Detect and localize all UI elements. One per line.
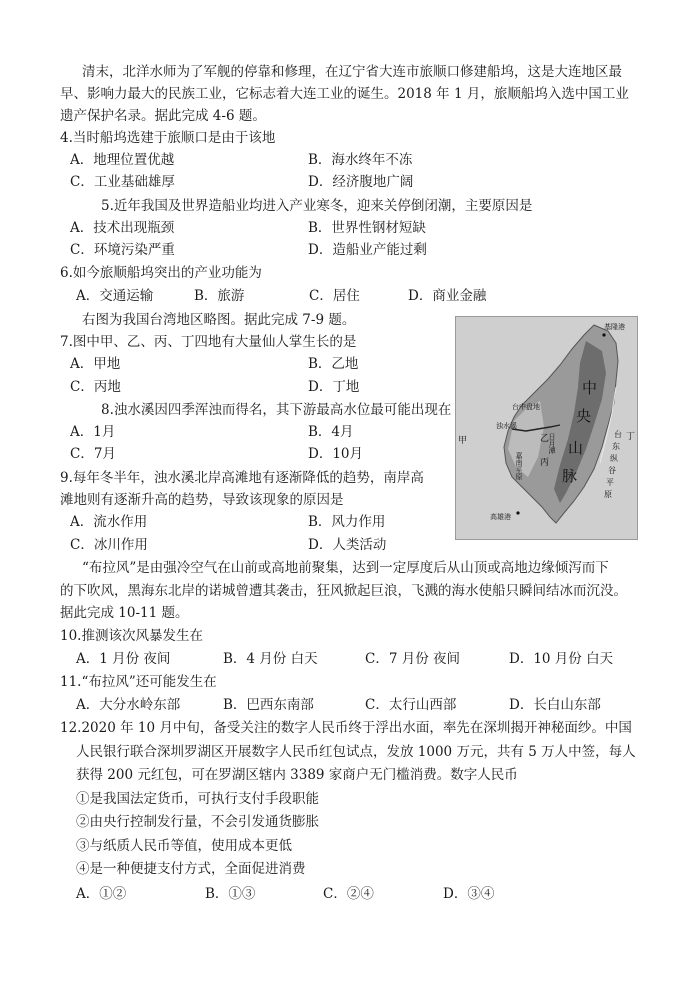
central-mountain-char-4: 脉 [562, 467, 578, 485]
taiwan-map-figure [455, 316, 638, 540]
site-bing-label: 丙 [540, 458, 550, 468]
question-11-option-a: A．大分水岭东部 [76, 697, 181, 713]
question-10-option-b: B．4 月份 白天 [223, 651, 318, 667]
sun-moon-lake-label: 日月潭 [548, 433, 556, 454]
question-7-option-a: A．甲地 [70, 356, 121, 372]
taichung-basin-label: 台中盘地 [512, 403, 540, 411]
question-4-stem: 4.当时船坞选建于旅顺口是由于该地 [60, 130, 276, 146]
question-10-option-c: C．7 月份 夜间 [365, 651, 461, 667]
question-8-option-c: C．7月 [70, 446, 116, 462]
question-9-option-b: B．风力作用 [308, 514, 386, 530]
question-5-option-c: C．环境污染严重 [70, 242, 175, 258]
question-12-option-d: D．③④ [443, 886, 495, 902]
question-7-option-c: C．丙地 [70, 379, 121, 395]
chianan-plain-label: 嘉南平原 [515, 452, 523, 480]
site-ding-label: 丁 [626, 432, 636, 442]
coastal-valley-char-5: 平 [606, 478, 614, 487]
central-mountain-char-2: 央 [576, 407, 592, 425]
kaohsiung-port-dot [516, 511, 519, 514]
question-4-option-a: A．地理位置优越 [70, 152, 175, 168]
question-4-option-b: B．海水终年不冻 [308, 152, 413, 168]
keelung-port-dot [602, 333, 605, 336]
question-11-stem: 11.“布拉风”还可能发生在 [60, 674, 217, 690]
question-12-item-4: ④是一种便捷支付方式，全面促进消费 [76, 861, 306, 877]
question-6-option-a: A．交通运输 [76, 288, 154, 304]
central-mountain-char-1: 中 [582, 379, 598, 397]
question-8-stem: 8.浊水溪因四季浑浊而得名，其下游最高水位最可能出现在 [101, 402, 452, 418]
question-6-stem: 6.如今旅顺船坞突出的产业功能为 [60, 265, 262, 281]
question-4-option-c: C．工业基础雄厚 [70, 174, 175, 190]
passage-1-line-1: 清末，北洋水师为了军舰的停靠和修理，在辽宁省大连市旅顺口修建船坞，这是大连地区最 [82, 64, 622, 80]
question-12-stem-line-3: 获得 200 元红包，可在罗湖区辖内 3389 家商户无门槛消费。数字人民币 [76, 767, 518, 783]
question-7-stem: 7.图中甲、乙、丙、丁四地有大量仙人掌生长的是 [60, 334, 357, 350]
question-10-option-d: D．10 月份 白天 [509, 651, 614, 667]
question-8-option-b: B．4月 [308, 424, 354, 440]
question-12-option-c: C．②④ [323, 886, 374, 902]
kaohsiung-port-label: 高雄港 [490, 513, 511, 521]
site-jia-label: 甲 [458, 436, 468, 446]
question-9-stem-line-2: 滩地则有逐渐升高的趋势，导致该现象的原因是 [60, 492, 344, 508]
passage-2-line-2: 的下吹风，黑海东北岸的诺城曾遭其袭击，狂风掀起巨浪，飞溅的海水使船只瞬间结冰而沉没。 [60, 583, 627, 599]
coastal-valley-char-4: 谷 [608, 466, 616, 475]
question-9-option-d: D．人类活动 [308, 537, 387, 553]
coastal-valley-char-3: 纵 [610, 454, 618, 463]
passage-1-line-2: 早、影响力最大的民族工业，它标志着大连工业的诞生。2018 年 1 月，旅顺船坞入选中国工业 [60, 86, 629, 102]
coastal-valley-char-2: 东 [612, 442, 620, 451]
site-yi-label: 乙 [540, 434, 550, 444]
keelung-port-label: 基隆港 [604, 323, 625, 331]
taiwan-map-svg [456, 317, 637, 539]
question-6-option-c: C．居住 [309, 288, 360, 304]
question-10-option-a: A．1 月份 夜间 [76, 651, 171, 667]
map-intro: 右图为我国台湾地区略图。据此完成 7-9 题。 [82, 312, 356, 328]
question-4-option-d: D．经济腹地广阔 [308, 174, 414, 190]
question-9-option-c: C．冰川作用 [70, 537, 148, 553]
coastal-valley-char-6: 原 [604, 490, 612, 499]
central-mountain-char-3: 山 [568, 439, 584, 457]
question-5-stem: 5.近年我国及世界造船业均进入产业寒冬，迎来关停倒闭潮，主要原因是 [101, 198, 533, 214]
question-12-option-b: B．①③ [205, 886, 256, 902]
question-5-option-d: D．造船业产能过剩 [308, 242, 427, 258]
question-9-option-a: A．流水作用 [70, 514, 148, 530]
passage-2-line-1: “布拉风”是由强冷空气在山前或高地前聚集，达到一定厚度后从山顶或高地边缘倾泻而下 [82, 560, 609, 576]
question-5-option-a: A．技术出现瓶颈 [70, 220, 175, 236]
question-8-option-d: D．10月 [308, 446, 364, 462]
question-12-item-3: ③与纸质人民币等值，使用成本更低 [76, 838, 292, 854]
question-12-stem-line-2: 人民银行联合深圳罗湖区开展数字人民币红包试点，发放 1000 万元，共有 5 万人中签，每人 [76, 744, 636, 760]
passage-1-line-3: 遗产保护名录。据此完成 4-6 题。 [60, 108, 266, 124]
question-11-option-c: C．太行山西部 [365, 697, 457, 713]
question-9-stem-line-1: 9.每年冬半年，浊水溪北岸高滩地有逐渐降低的趋势，南岸高 [60, 470, 424, 486]
question-8-option-a: A．1月 [70, 424, 116, 440]
question-12-stem-line-1: 12.2020 年 10 月中旬，备受关注的数字人民币终于浮出水面，率先在深圳揭开神秘面纱。中国 [60, 720, 632, 736]
question-7-option-b: B．乙地 [308, 356, 359, 372]
question-6-option-b: B．旅游 [194, 288, 245, 304]
question-12-option-a: A．①② [76, 886, 127, 902]
question-10-stem: 10.推测该次风暴发生在 [60, 628, 203, 644]
question-12-item-2: ②由央行控制发行量，不会引发通货膨胀 [76, 814, 319, 830]
question-5-option-b: B．世界性钢材短缺 [308, 220, 426, 236]
question-11-option-b: B．巴西东南部 [223, 697, 314, 713]
question-11-option-d: D．长白山东部 [509, 697, 601, 713]
zhuoshui-river-label: 浊水溪 [496, 422, 517, 430]
question-12-item-1: ①是我国法定货币，可执行支付手段职能 [76, 791, 319, 807]
question-6-option-d: D．商业金融 [408, 288, 487, 304]
question-7-option-d: D．丁地 [308, 379, 360, 395]
passage-2-line-3: 据此完成 10-11 题。 [60, 605, 189, 621]
coastal-valley-char-1: 台 [614, 430, 622, 439]
